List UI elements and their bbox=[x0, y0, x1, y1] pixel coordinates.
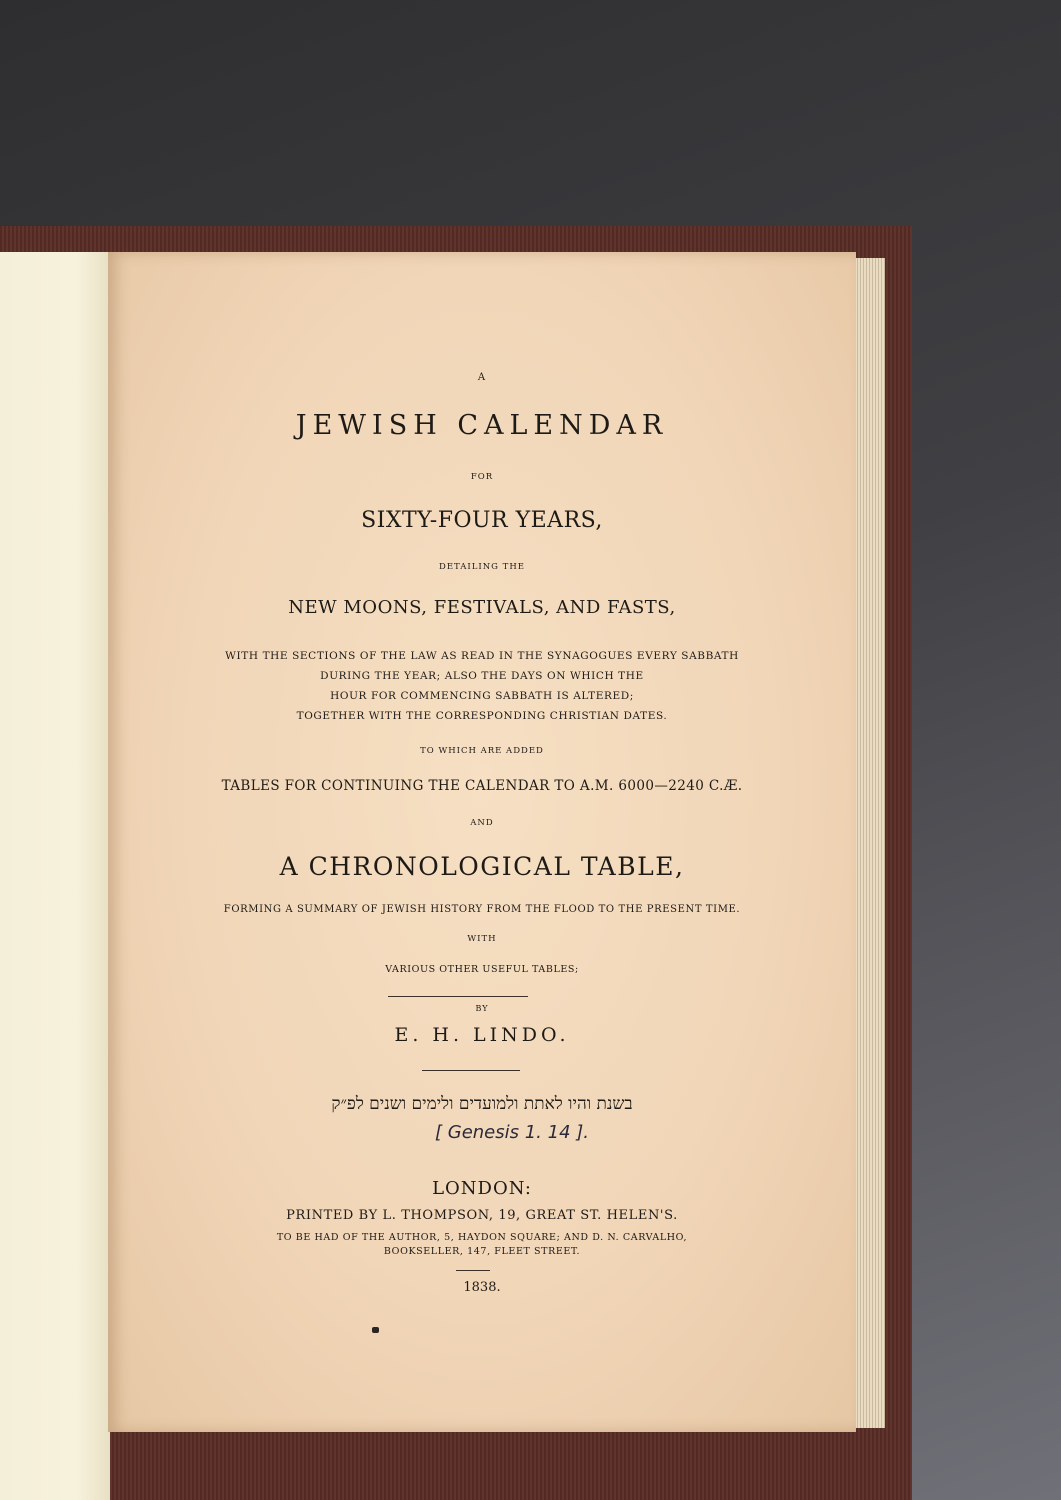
ink-speck bbox=[372, 1327, 379, 1333]
article-a: A bbox=[477, 372, 487, 383]
summary-line: FORMING A SUMMARY OF JEWISH HISTORY FROM THE FLOOD TO THE PRESENT TIME. bbox=[223, 904, 741, 915]
detailing-label: DETAILING THE bbox=[439, 562, 525, 572]
rule-above-year bbox=[456, 1270, 490, 1271]
years-heading: SIXTY-FOUR YEARS, bbox=[361, 508, 603, 533]
for-label: FOR bbox=[470, 472, 494, 482]
printer-line: PRINTED BY L. THOMPSON, 19, GREAT ST. HELEN'S. bbox=[286, 1208, 678, 1223]
various-line: VARIOUS OTHER USEFUL TABLES; bbox=[385, 964, 579, 975]
rule-above-author bbox=[388, 996, 528, 997]
desc-line-4: TOGETHER WITH THE CORRESPONDING CHRISTIAN DATES. bbox=[296, 710, 668, 722]
desc-line-2: DURING THE YEAR; ALSO THE DAYS ON WHICH THE bbox=[320, 670, 644, 682]
main-title: JEWISH CALENDAR bbox=[295, 410, 669, 441]
desc-line-3: HOUR FOR COMMENCING SABBATH IS ALTERED; bbox=[330, 690, 634, 702]
with-label: WITH bbox=[467, 934, 497, 944]
seller-line-2: BOOKSELLER, 147, FLEET STREET. bbox=[383, 1246, 581, 1257]
by-label: BY bbox=[475, 1004, 489, 1013]
seller-line-1: TO BE HAD OF THE AUTHOR, 5, HAYDON SQUARE; AND D. N. CARVALHO, bbox=[276, 1232, 688, 1243]
title-page bbox=[108, 252, 856, 1432]
endpaper bbox=[0, 252, 110, 1500]
author-name: E. H. LINDO. bbox=[394, 1024, 570, 1046]
desc-line-1: WITH THE SECTIONS OF THE LAW AS READ IN THE SYNAGOGUES EVERY SABBATH bbox=[225, 650, 739, 662]
london-label: LONDON: bbox=[432, 1178, 532, 1199]
tables-line: TABLES FOR CONTINUING THE CALENDAR TO A.M. 6000—2240 C.Æ. bbox=[221, 778, 743, 794]
chrono-heading: A CHRONOLOGICAL TABLE, bbox=[279, 852, 685, 881]
and-label: AND bbox=[470, 818, 494, 828]
handwritten-reference: [ Genesis 1. 14 ]. bbox=[435, 1122, 589, 1143]
moons-heading: NEW MOONS, FESTIVALS, AND FASTS, bbox=[288, 597, 676, 618]
added-label: TO WHICH ARE ADDED bbox=[420, 746, 544, 756]
publication-year: 1838. bbox=[463, 1280, 501, 1295]
rule-below-author bbox=[422, 1070, 520, 1071]
hebrew-verse: בשנת והיו לאתת ולמועדים ולימים ושנים לפ״ק bbox=[331, 1094, 633, 1114]
